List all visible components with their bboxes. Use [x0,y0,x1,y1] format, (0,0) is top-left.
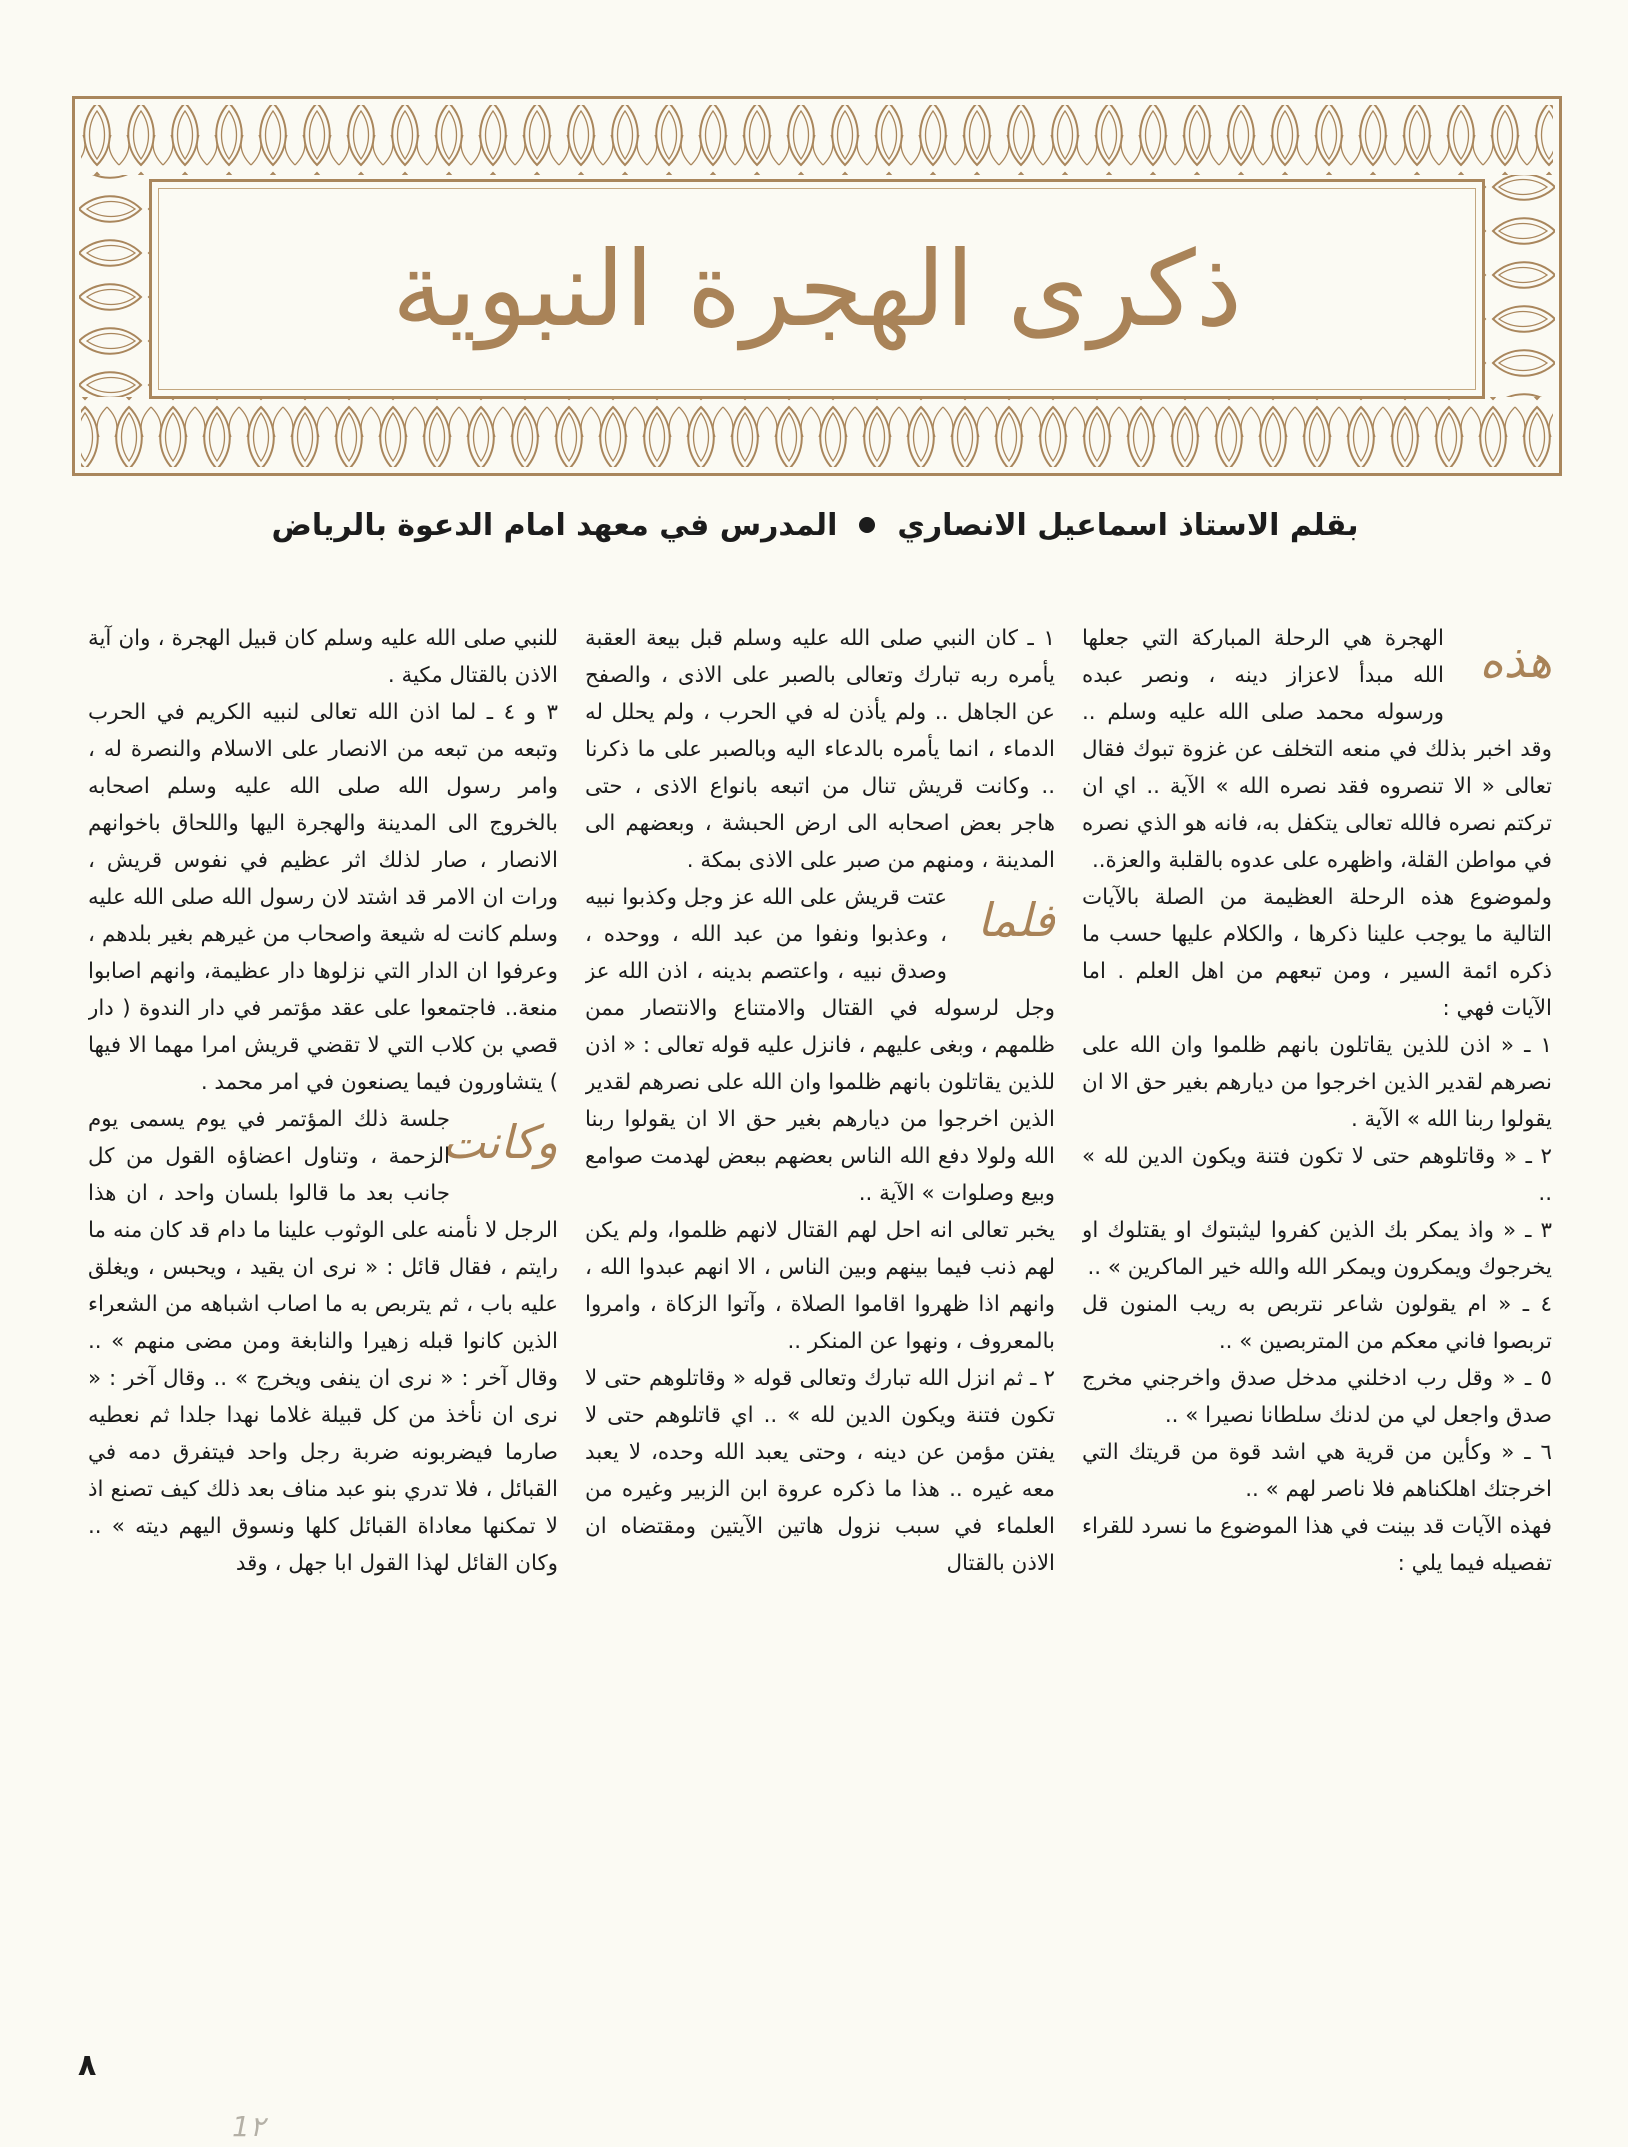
title-banner [72,96,1562,476]
author-name: بقلم الاستاذ اسماعيل الانصاري [897,507,1359,543]
verse-6: ٦ ـ « وكأين من قرية هي اشد قوة من قريتك التي اخرجتك اهلكناهم فلا ناصر لهم » .. [1082,1440,1552,1502]
paragraph: ولموضوع هذه الرحلة العظيمة من الصلة بالآيات التالية ما يوجب علينا ذكرها ، والكلام عليها حسب ما ذكره ائمة السير ، ومن تبعهم من اهل العلم . اما الآيات فهي : [1082,885,1552,1021]
bullet-separator [859,517,875,533]
column-middle [585,620,1055,2030]
intro-text: الهجرة هي الرحلة المباركة التي جعلها الله مبدأ لاعزاز دينه ، ونصر عبده ورسوله محمد صلى الله عليه وسلم .. وقد اخبر بذلك في منعه التخلف عن غزوة تبوك فقال تعالى « الا تنصروه فقد نصره الله » الآية .. اي ان تركتم نصره فالله تعالى يتكفل به، فانه هو الذي نصره في مواطن القلة، واظهره على عدوه بالقلبة والعزة.. [1082,626,1552,873]
paragraph: ٣ و ٤ ـ لما اذن الله تعالى لنبيه الكريم في الحرب وتبعه من تبعه من الانصار على الاسلام والنصرة له ، وامر رسول الله صلى الله عليه وسلم اصحابه بالخروج الى المدينة والهجرة اليها واللحاق باخوانهم الانصار ، صار لذلك اثر عظيم في نفوس قريش ، ورات ان الامر قد اشتد لان رسول الله صلى الله عليه وسلم كانت له شيعة واصحاب من غيرهم بغير بلدهم ، وعرفوا ان الدار التي نزلوها دار عظيمة، وانهم اصابوا منعة.. فاجتمعوا على عقد مؤتمر في دار الندوة ( دار قصي بن كلاب التي لا تقضي قريش امرا مهما الا فيها ) يتشاورون فيما يصنعون في امر محمد . [88,700,558,1095]
section-paragraph [585,879,1055,1212]
paragraph: ١ ـ كان النبي صلى الله عليه وسلم قبل بيعة العقبة يأمره ربه تبارك وتعالى بالصبر على الاذى ، والصفح عن الجاهل .. ولم يأذن له في الحرب ، ولم يحلل له الدماء ، انما يأمره بالدعاء اليه وبالصبر على ما ذكرنا .. وكانت قريش تنال من اتبعه بانواع الاذى ، حتى هاجر بعض اصحابه الى ارض الحبشة ، وبعضهم الى المدينة ، ومنهم من صبر على الاذى بمكة . [585,626,1055,873]
verse-1: ١ ـ « اذن للذين يقاتلون بانهم ظلموا وان الله على نصرهم لقدير الذين اخرجوا من ديارهم بغير حق الا ان يقولوا ربنا الله » الآية . [1082,1033,1552,1132]
closing-paragraph: فهذه الآيات قد بينت في هذا الموضوع ما نسرد للقراء تفصيله فيما يلي : [1082,1514,1552,1576]
byline [100,500,1530,550]
paragraph: يخبر تعالى انه احل لهم القتال لانهم ظلموا، ولم يكن لهم ذنب فيما بينهم وبين الناس ، الا انهم عبدوا الله ، وانهم اذا ظهروا اقاموا الصلاة ، وآتوا الزكاة ، وامروا بالمعروف ، ونهوا عن المنكر .. [585,1218,1055,1354]
verse-4: ٤ ـ « ام يقولون شاعر نتربص به ريب المنون قل تربصوا فاني معكم من المتربصين » .. [1082,1292,1552,1354]
author-role: المدرس في معهد امام الدعوة بالرياض [271,507,838,543]
section-text: عتت قريش على الله عز وجل وكذبوا نبيه ، وعذبوا ونفوا من عبد الله ، ووحده ، وصدق نبيه ، واعتصم بدينه ، اذن الله عز وجل لرسوله في القتال والامتناع والانتصار ممن ظلمهم ، وبغى عليهم ، فانزل عليه قوله تعالى : « اذن للذين يقاتلون بانهم ظلموا وان الله على نصرهم لقدير الذين اخرجوا من ديارهم بغير حق الا ان يقولوا ربنا الله ولولا دفع الله الناس بعضهم ببعض لهدمت صوامع وبيع وصلوات » الآية .. [585,885,1055,1206]
margin-annotation: 1٢ [232,2110,265,2143]
verse-3: ٣ ـ « واذ يمكر بك الذين كفروا ليثبتوك او يقتلوك او يخرجوك ويمكرون ويمكر الله والله خير الماكرين » .. [1082,1218,1552,1280]
dropcap-haadhihi: هذه [1479,634,1552,688]
section-text: جلسة ذلك المؤتمر في يوم يسمى يوم الزحمة ، وتناول اعضاؤه القول من كل جانب بعد ما قالوا بلسان واحد ، ان هذا الرجل لا نأمنه على الوثوب علينا ما دام قد كان منه ما رايتم ، فقال قائل : « نرى ان يقيد ، ويحبس ، ويغلق عليه باب ، ثم يتربص به ما اصاب اشباهه من الشعراء الذين كانوا قبله زهيرا والنابغة ومن مضى منهم » .. وقال آخر : « نرى ان ينفى ويخرج » .. وقال آخر : « نرى ان نأخذ من كل قبيلة غلاما نهدا جلدا ثم نعطيه صارما فيضربونه ضربة رجل واحد فيتفرق دمه في القبائل ، فلا تدري بنو عبد مناف بعد ذلك كيف تصنع اذ لا تمكنها معاداة القبائل كلها ونسوق اليهم ديته » .. وكان القائل لهذا القول ابا جهل ، وقد [88,1107,558,1576]
column-right [1082,620,1552,2030]
dropcap-falamma: فلما [977,893,1055,947]
paragraph: للنبي صلى الله عليه وسلم كان قبيل الهجرة ، وان آية الاذن بالقتال مكية . [88,626,558,688]
intro-paragraph [1082,620,1552,879]
dropcap-wakanat: وكانت [441,1115,558,1169]
article-title: ذكرى الهجرة النبوية [391,228,1243,350]
page-number: ٨ [78,2048,97,2083]
column-left [88,620,558,2030]
verse-2: ٢ ـ « وقاتلوهم حتى لا تكون فتنة ويكون الدين لله » .. [1082,1144,1552,1206]
paragraph: ٢ ـ ثم انزل الله تبارك وتعالى قوله « وقاتلوهم حتى لا تكون فتنة ويكون الدين لله » .. اي قاتلوهم حتى لا يفتن مؤمن عن دينه ، وحتى يعبد الله وحده، لا يعبد معه غيره .. هذا ما ذكره عروة ابن الزبير وغيره من العلماء في سبب نزول هاتين الآيتين ومقتضاه ان الاذن بالقتال [585,1366,1055,1576]
verse-5: ٥ ـ « وقل رب ادخلني مدخل صدق واخرجني مخرج صدق واجعل لي من لدنك سلطانا نصيرا » .. [1082,1366,1552,1428]
title-frame [149,179,1485,399]
section-paragraph [88,1101,558,1582]
